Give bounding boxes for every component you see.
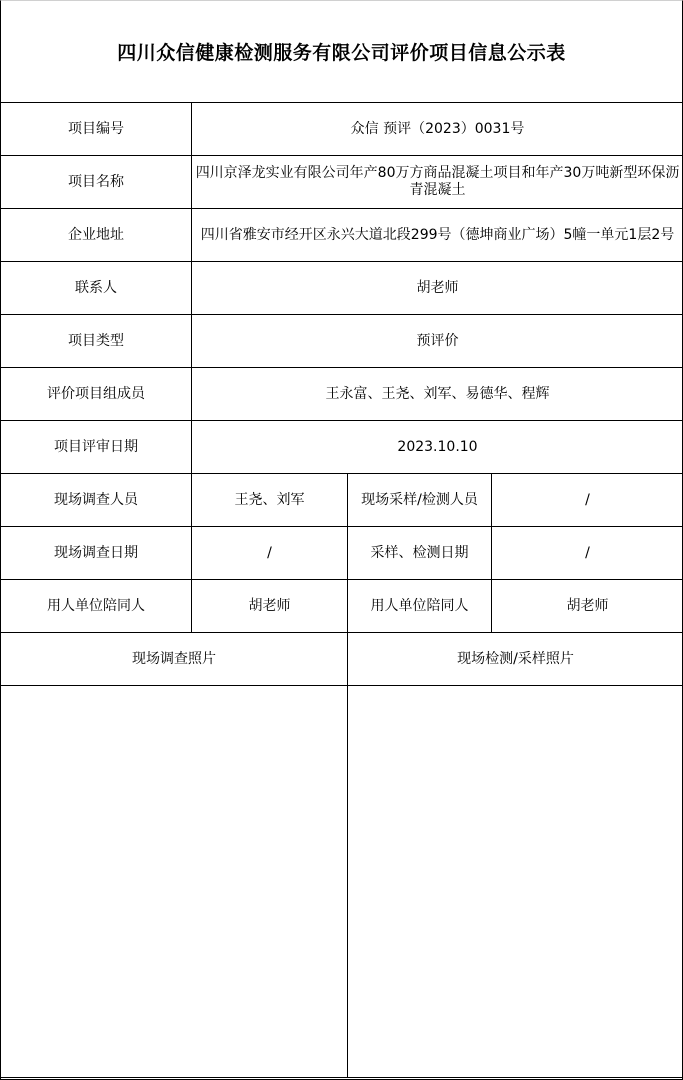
label-survey-photos: 现场调查照片 bbox=[1, 633, 348, 686]
info-table bbox=[0, 102, 683, 1078]
value-type: 预评价 bbox=[192, 315, 683, 368]
survey-photo-area bbox=[1, 686, 348, 1078]
row-survey-staff bbox=[1, 474, 683, 527]
value-review-date: 2023.10.10 bbox=[192, 421, 683, 474]
row-address bbox=[1, 209, 683, 262]
label-project-name: 项目名称 bbox=[1, 156, 192, 209]
label-review-date: 项目评审日期 bbox=[1, 421, 192, 474]
label-address: 企业地址 bbox=[1, 209, 192, 262]
value-sampling-date: / bbox=[492, 527, 683, 580]
value-escort-2: 胡老师 bbox=[492, 580, 683, 633]
value-escort: 胡老师 bbox=[192, 580, 348, 633]
row-type bbox=[1, 315, 683, 368]
row-photo-headers bbox=[1, 633, 683, 686]
row-project-no bbox=[1, 103, 683, 156]
label-sampling-photos: 现场检测/采样照片 bbox=[348, 633, 683, 686]
label-type: 项目类型 bbox=[1, 315, 192, 368]
label-escort: 用人单位陪同人 bbox=[1, 580, 192, 633]
row-members bbox=[1, 368, 683, 421]
label-survey-staff: 现场调查人员 bbox=[1, 474, 192, 527]
label-survey-date: 现场调查日期 bbox=[1, 527, 192, 580]
label-members: 评价项目组成员 bbox=[1, 368, 192, 421]
value-project-no: 众信 预评（2023）0031号 bbox=[192, 103, 683, 156]
value-sampling-staff: / bbox=[492, 474, 683, 527]
label-sampling-date: 采样、检测日期 bbox=[348, 527, 492, 580]
value-members: 王永富、王尧、刘军、易德华、程辉 bbox=[192, 368, 683, 421]
label-project-no: 项目编号 bbox=[1, 103, 192, 156]
value-project-name: 四川京泽龙实业有限公司年产80万方商品混凝土项目和年产30万吨新型环保沥青混凝土 bbox=[192, 156, 683, 209]
row-photos bbox=[1, 686, 683, 1078]
label-sampling-staff: 现场采样/检测人员 bbox=[348, 474, 492, 527]
value-survey-staff: 王尧、刘军 bbox=[192, 474, 348, 527]
row-survey-date bbox=[1, 527, 683, 580]
sampling-photo-area bbox=[348, 686, 683, 1078]
row-review-date bbox=[1, 421, 683, 474]
row-project-name bbox=[1, 156, 683, 209]
value-contact: 胡老师 bbox=[192, 262, 683, 315]
row-contact bbox=[1, 262, 683, 315]
row-escort bbox=[1, 580, 683, 633]
label-contact: 联系人 bbox=[1, 262, 192, 315]
value-survey-date: / bbox=[192, 527, 348, 580]
label-escort-2: 用人单位陪同人 bbox=[348, 580, 492, 633]
value-address: 四川省雅安市经开区永兴大道北段299号（德坤商业广场）5幢一单元1层2号 bbox=[192, 209, 683, 262]
page-title: 四川众信健康检测服务有限公司评价项目信息公示表 bbox=[117, 41, 566, 64]
